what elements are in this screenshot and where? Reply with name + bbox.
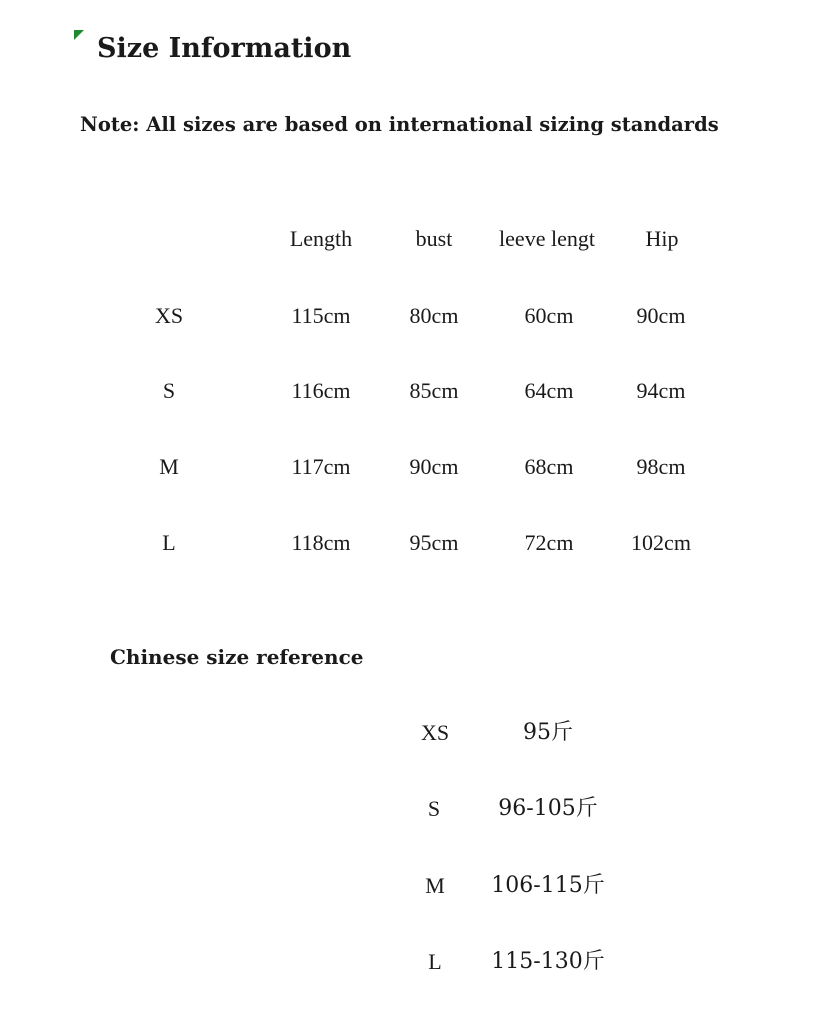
table-cell-sleeve-length: 68cm (524, 454, 574, 479)
table-cell-length: 116cm (291, 378, 351, 403)
column-header-hip: Hip (645, 226, 679, 251)
row-label-size: M (159, 454, 179, 479)
table-cell-hip: 98cm (636, 454, 686, 479)
cn-weight-value: 106-115斤 (491, 873, 605, 898)
row-label-size: XS (154, 303, 184, 328)
column-header-length: Length (289, 226, 353, 251)
table-cell-hip: 90cm (636, 303, 686, 328)
table-cell-bust: 95cm (409, 530, 459, 555)
cn-weight-value: 96-105斤 (498, 796, 598, 821)
row-label-size: L (162, 530, 176, 555)
table-cell-bust: 85cm (409, 378, 459, 403)
table-cell-sleeve-length: 64cm (524, 378, 574, 403)
table-cell-sleeve-length: 60cm (524, 303, 574, 328)
cn-size-label: L (428, 949, 442, 974)
cn-weight-value: 95斤 (523, 720, 573, 745)
table-cell-bust: 90cm (409, 454, 459, 479)
cn-size-label: M (425, 873, 445, 898)
cn-weight-value: 115-130斤 (491, 949, 605, 974)
sizing-note: Note: All sizes are based on international sizing standards (80, 113, 719, 136)
cn-size-label: S (427, 796, 441, 821)
cn-size-label: XS (420, 720, 450, 745)
chinese-size-title: Chinese size reference (110, 645, 364, 669)
row-label-size: S (162, 378, 176, 403)
corner-accent-icon (74, 30, 84, 40)
table-cell-length: 115cm (291, 303, 351, 328)
table-cell-sleeve-length: 72cm (524, 530, 574, 555)
column-header-bust: bust (415, 226, 453, 251)
table-cell-hip: 94cm (636, 378, 686, 403)
table-cell-bust: 80cm (409, 303, 459, 328)
column-header-sleeve-length: leeve lengt (499, 226, 595, 251)
page-title: Size Information (97, 33, 352, 64)
table-cell-length: 117cm (291, 454, 351, 479)
table-cell-length: 118cm (291, 530, 351, 555)
table-cell-hip: 102cm (631, 530, 691, 555)
